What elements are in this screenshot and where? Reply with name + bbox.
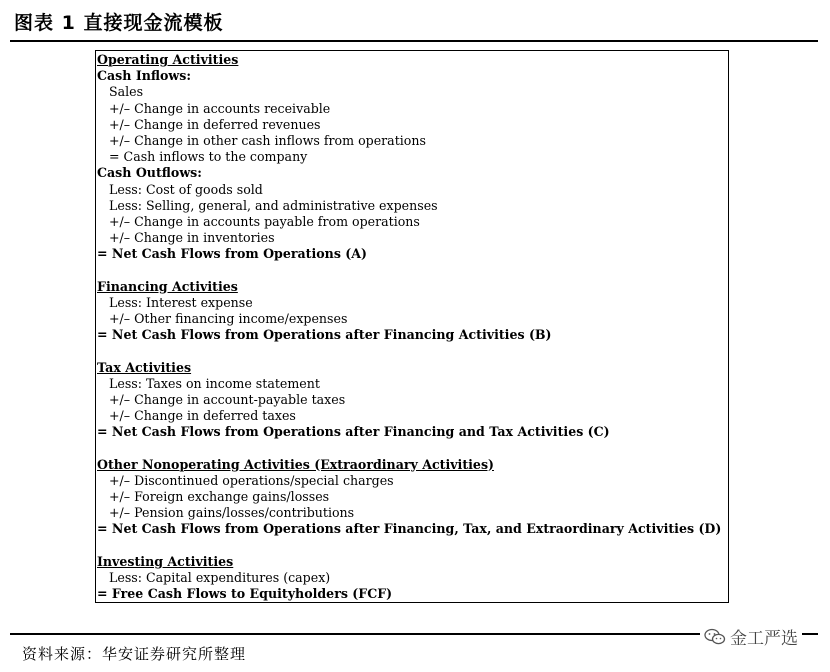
tax-item: +/– Change in account-payable taxes: [109, 391, 346, 407]
nonoperating-total: = Net Cash Flows from Operations after Financing, Tax, and Extraordinary Activities (D): [97, 521, 722, 537]
operating-heading: Operating Activities: [97, 52, 239, 67]
investing-heading: Investing Activities: [97, 553, 234, 569]
financing-heading: Financing Activities: [97, 278, 238, 294]
nonoperating-heading: Other Nonoperating Activities (Extraordinary Activities): [97, 456, 494, 472]
section-spacer: [97, 441, 728, 457]
cash-outflows-heading: Cash Outflows:: [97, 165, 202, 181]
outflow-item: +/– Change in inventories: [109, 230, 275, 246]
watermark-label: 金工严选: [730, 629, 798, 649]
outflow-item: Less: Cost of goods sold: [109, 181, 263, 197]
nonoperating-item: +/– Foreign exchange gains/losses: [109, 489, 330, 505]
section-spacer: [97, 262, 728, 278]
nonoperating-item: +/– Pension gains/losses/contributions: [109, 505, 355, 521]
section-spacer: [97, 538, 728, 554]
watermark: [700, 624, 802, 649]
inflow-item: +/– Change in accounts receivable: [109, 100, 331, 116]
wechat-icon: [704, 628, 726, 646]
inflow-item: +/– Change in deferred revenues: [109, 116, 321, 132]
outflow-item: +/– Change in accounts payable from operations: [109, 213, 420, 229]
financing-item: +/– Other financing income/expenses: [109, 311, 348, 326]
tax-total: = Net Cash Flows from Operations after Financing and Tax Activities (C): [97, 424, 610, 440]
outflow-item: Less: Selling, general, and administrative expenses: [109, 197, 438, 213]
nonoperating-item: +/– Discontinued operations/special charges: [109, 472, 394, 488]
top-divider: [10, 40, 818, 42]
cash-flow-template-box: [95, 50, 729, 603]
section-spacer: [97, 343, 728, 359]
investing-item: Less: Capital expenditures (capex): [109, 570, 331, 585]
financing-total: = Net Cash Flows from Operations after Financing Activities (B): [97, 327, 552, 343]
source-note: 资料来源：华安证券研究所整理: [22, 645, 247, 663]
tax-heading: Tax Activities: [97, 359, 192, 375]
bottom-divider: [10, 633, 818, 635]
financing-item: Less: Interest expense: [109, 294, 253, 310]
cash-inflows-heading: Cash Inflows:: [97, 68, 191, 84]
operating-total: = Net Cash Flows from Operations (A): [97, 246, 367, 262]
inflow-item: = Cash inflows to the company: [109, 149, 308, 165]
figure-title: 图表 1 直接现金流模板: [14, 12, 224, 34]
inflow-item: +/– Change in other cash inflows from operations: [109, 132, 426, 148]
tax-item: +/– Change in deferred taxes: [109, 408, 296, 424]
inflow-item: Sales: [109, 84, 144, 100]
investing-total: = Free Cash Flows to Equityholders (FCF): [97, 586, 393, 602]
tax-item: Less: Taxes on income statement: [109, 375, 320, 391]
